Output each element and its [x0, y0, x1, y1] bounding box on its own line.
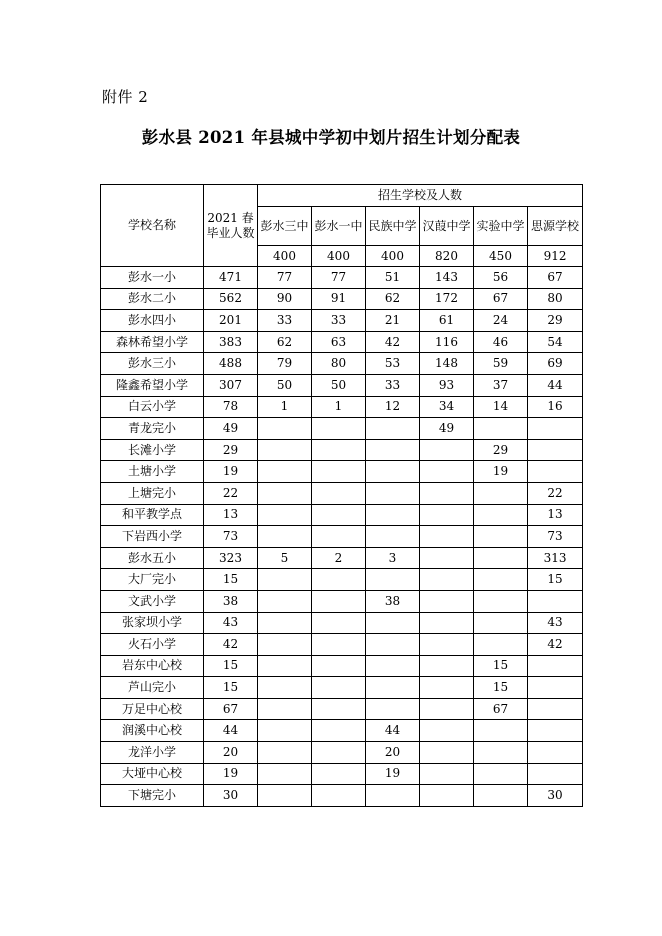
cell-school-name: 彭水二小 [101, 288, 204, 310]
cell-allocation [312, 655, 366, 677]
cell-allocation: 50 [258, 374, 312, 396]
cell-allocation: 5 [258, 547, 312, 569]
cell-allocation [312, 763, 366, 785]
cell-allocation: 34 [420, 396, 474, 418]
cell-allocation: 73 [528, 526, 583, 548]
cell-allocation [312, 504, 366, 526]
cell-allocation: 1 [312, 396, 366, 418]
cell-allocation [312, 698, 366, 720]
cell-allocation: 313 [528, 547, 583, 569]
cell-allocation [258, 698, 312, 720]
cell-allocation [420, 461, 474, 483]
cell-allocation [312, 569, 366, 591]
cell-allocation [312, 461, 366, 483]
cell-allocation [312, 439, 366, 461]
cell-graduates: 15 [204, 677, 258, 699]
table-row [101, 526, 583, 548]
cell-allocation [420, 482, 474, 504]
cell-allocation [420, 677, 474, 699]
cell-school-name: 彭水五小 [101, 547, 204, 569]
cell-school-name: 彭水四小 [101, 310, 204, 332]
header-capacity-5: 450 [474, 246, 528, 267]
cell-school-name: 青龙完小 [101, 418, 204, 440]
cell-allocation [366, 698, 420, 720]
cell-allocation: 44 [366, 720, 420, 742]
cell-graduates: 13 [204, 504, 258, 526]
cell-allocation: 63 [312, 331, 366, 353]
cell-school-name: 长滩小学 [101, 439, 204, 461]
cell-allocation [420, 785, 474, 807]
table-row [101, 655, 583, 677]
cell-allocation: 59 [474, 353, 528, 375]
cell-allocation [258, 634, 312, 656]
cell-graduates: 488 [204, 353, 258, 375]
cell-allocation [420, 547, 474, 569]
cell-allocation: 30 [528, 785, 583, 807]
table-row [101, 698, 583, 720]
cell-allocation [474, 590, 528, 612]
cell-allocation [258, 461, 312, 483]
cell-allocation [366, 655, 420, 677]
cell-school-name: 大垭中心校 [101, 763, 204, 785]
cell-school-name: 和平教学点 [101, 504, 204, 526]
cell-allocation [366, 526, 420, 548]
cell-graduates: 19 [204, 461, 258, 483]
cell-allocation [366, 569, 420, 591]
cell-allocation: 46 [474, 331, 528, 353]
cell-graduates: 43 [204, 612, 258, 634]
header-school-1: 彭水三中 [258, 207, 312, 246]
cell-school-name: 润溪中心校 [101, 720, 204, 742]
cell-allocation [258, 569, 312, 591]
cell-allocation: 80 [312, 353, 366, 375]
cell-allocation [258, 418, 312, 440]
cell-allocation [312, 526, 366, 548]
header-capacity-6: 912 [528, 246, 583, 267]
cell-allocation [258, 677, 312, 699]
cell-school-name: 大厂完小 [101, 569, 204, 591]
cell-graduates: 307 [204, 374, 258, 396]
cell-school-name: 彭水三小 [101, 353, 204, 375]
cell-allocation: 33 [366, 374, 420, 396]
cell-allocation [366, 612, 420, 634]
cell-allocation: 29 [474, 439, 528, 461]
cell-allocation: 77 [312, 267, 366, 289]
cell-graduates: 30 [204, 785, 258, 807]
header-school-2: 彭水一中 [312, 207, 366, 246]
cell-allocation [312, 418, 366, 440]
cell-allocation [312, 482, 366, 504]
cell-allocation [258, 763, 312, 785]
cell-allocation: 42 [366, 331, 420, 353]
header-school-name: 学校名称 [101, 185, 204, 267]
cell-allocation: 24 [474, 310, 528, 332]
table-row [101, 374, 583, 396]
table-row [101, 742, 583, 764]
cell-graduates: 471 [204, 267, 258, 289]
cell-allocation: 1 [258, 396, 312, 418]
cell-allocation: 49 [420, 418, 474, 440]
cell-allocation: 148 [420, 353, 474, 375]
table-row [101, 353, 583, 375]
cell-allocation [366, 482, 420, 504]
cell-allocation [474, 526, 528, 548]
cell-allocation: 67 [528, 267, 583, 289]
cell-allocation: 116 [420, 331, 474, 353]
cell-graduates: 73 [204, 526, 258, 548]
cell-allocation [258, 504, 312, 526]
cell-allocation [258, 742, 312, 764]
cell-allocation [528, 590, 583, 612]
table-row [101, 331, 583, 353]
cell-allocation [474, 785, 528, 807]
cell-allocation [528, 720, 583, 742]
cell-allocation: 61 [420, 310, 474, 332]
cell-school-name: 芦山完小 [101, 677, 204, 699]
cell-allocation: 33 [312, 310, 366, 332]
cell-allocation [528, 461, 583, 483]
table-row [101, 569, 583, 591]
cell-allocation: 3 [366, 547, 420, 569]
cell-allocation [258, 720, 312, 742]
cell-school-name: 土塘小学 [101, 461, 204, 483]
cell-allocation: 172 [420, 288, 474, 310]
cell-allocation [312, 590, 366, 612]
cell-allocation: 69 [528, 353, 583, 375]
cell-allocation [420, 590, 474, 612]
cell-allocation [528, 418, 583, 440]
cell-allocation: 38 [366, 590, 420, 612]
cell-school-name: 上塘完小 [101, 482, 204, 504]
cell-allocation [258, 526, 312, 548]
cell-allocation: 37 [474, 374, 528, 396]
cell-allocation [420, 612, 474, 634]
table-row [101, 267, 583, 289]
cell-graduates: 201 [204, 310, 258, 332]
cell-allocation: 91 [312, 288, 366, 310]
cell-school-name: 万足中心校 [101, 698, 204, 720]
header-school-5: 实验中学 [474, 207, 528, 246]
cell-graduates: 78 [204, 396, 258, 418]
table-row [101, 677, 583, 699]
cell-allocation [528, 655, 583, 677]
cell-school-name: 张家坝小学 [101, 612, 204, 634]
cell-graduates: 49 [204, 418, 258, 440]
cell-allocation [420, 720, 474, 742]
cell-allocation [258, 655, 312, 677]
cell-school-name: 隆鑫希望小学 [101, 374, 204, 396]
cell-allocation [366, 461, 420, 483]
cell-allocation [366, 785, 420, 807]
cell-allocation: 29 [528, 310, 583, 332]
header-capacity-1: 400 [258, 246, 312, 267]
cell-graduates: 38 [204, 590, 258, 612]
cell-allocation: 50 [312, 374, 366, 396]
cell-allocation [258, 612, 312, 634]
cell-allocation [420, 569, 474, 591]
cell-allocation [312, 720, 366, 742]
cell-allocation: 21 [366, 310, 420, 332]
cell-allocation: 15 [474, 655, 528, 677]
table-row [101, 504, 583, 526]
enrollment-table [100, 184, 583, 807]
cell-school-name: 龙洋小学 [101, 742, 204, 764]
table-row [101, 763, 583, 785]
cell-allocation [258, 590, 312, 612]
header-admitting-schools: 招生学校及人数 [258, 185, 583, 207]
cell-school-name: 彭水一小 [101, 267, 204, 289]
cell-allocation [474, 742, 528, 764]
cell-allocation [366, 418, 420, 440]
cell-graduates: 19 [204, 763, 258, 785]
cell-allocation: 2 [312, 547, 366, 569]
cell-allocation: 20 [366, 742, 420, 764]
cell-graduates: 20 [204, 742, 258, 764]
header-capacity-3: 400 [366, 246, 420, 267]
cell-graduates: 42 [204, 634, 258, 656]
cell-allocation: 42 [528, 634, 583, 656]
header-school-3: 民族中学 [366, 207, 420, 246]
cell-allocation [312, 742, 366, 764]
cell-allocation: 56 [474, 267, 528, 289]
cell-allocation: 67 [474, 288, 528, 310]
cell-school-name: 火石小学 [101, 634, 204, 656]
cell-allocation [474, 612, 528, 634]
cell-graduates: 67 [204, 698, 258, 720]
cell-graduates: 29 [204, 439, 258, 461]
cell-allocation: 43 [528, 612, 583, 634]
table-row [101, 288, 583, 310]
cell-allocation: 77 [258, 267, 312, 289]
cell-allocation [528, 677, 583, 699]
cell-allocation [366, 439, 420, 461]
cell-allocation: 62 [366, 288, 420, 310]
cell-allocation: 67 [474, 698, 528, 720]
cell-allocation: 62 [258, 331, 312, 353]
cell-graduates: 562 [204, 288, 258, 310]
header-graduates: 2021 春毕业人数 [204, 185, 258, 267]
cell-allocation: 12 [366, 396, 420, 418]
table-row [101, 590, 583, 612]
cell-allocation [420, 698, 474, 720]
cell-allocation: 13 [528, 504, 583, 526]
cell-allocation: 90 [258, 288, 312, 310]
table-row [101, 612, 583, 634]
table-row [101, 720, 583, 742]
cell-allocation: 143 [420, 267, 474, 289]
cell-graduates: 383 [204, 331, 258, 353]
cell-allocation: 93 [420, 374, 474, 396]
header-school-6: 思源学校 [528, 207, 583, 246]
cell-allocation [474, 418, 528, 440]
table-row [101, 310, 583, 332]
cell-allocation [474, 547, 528, 569]
cell-allocation [258, 785, 312, 807]
table-row [101, 418, 583, 440]
header-capacity-2: 400 [312, 246, 366, 267]
cell-allocation [420, 439, 474, 461]
cell-allocation: 53 [366, 353, 420, 375]
cell-allocation: 22 [528, 482, 583, 504]
header-school-4: 汉葭中学 [420, 207, 474, 246]
cell-allocation: 15 [528, 569, 583, 591]
cell-allocation [366, 677, 420, 699]
cell-allocation [528, 742, 583, 764]
cell-school-name: 下塘完小 [101, 785, 204, 807]
cell-graduates: 15 [204, 569, 258, 591]
cell-allocation [474, 504, 528, 526]
cell-allocation [474, 720, 528, 742]
cell-allocation [420, 742, 474, 764]
annex-label: 附件 2 [102, 88, 149, 106]
cell-allocation: 14 [474, 396, 528, 418]
table-row [101, 439, 583, 461]
cell-allocation [312, 677, 366, 699]
table-row [101, 396, 583, 418]
cell-allocation: 44 [528, 374, 583, 396]
cell-allocation: 19 [366, 763, 420, 785]
cell-allocation [312, 612, 366, 634]
cell-allocation: 51 [366, 267, 420, 289]
table-row [101, 461, 583, 483]
cell-allocation [420, 504, 474, 526]
cell-allocation [420, 763, 474, 785]
table-row [101, 547, 583, 569]
cell-school-name: 下岩西小学 [101, 526, 204, 548]
cell-school-name: 森林希望小学 [101, 331, 204, 353]
cell-allocation: 79 [258, 353, 312, 375]
document-title: 彭水县 2021 年县城中学初中划片招生计划分配表 [141, 128, 521, 147]
cell-allocation [420, 634, 474, 656]
table-row [101, 634, 583, 656]
cell-allocation [258, 482, 312, 504]
cell-school-name: 白云小学 [101, 396, 204, 418]
cell-allocation [420, 655, 474, 677]
cell-school-name: 文武小学 [101, 590, 204, 612]
cell-allocation [474, 634, 528, 656]
header-capacity-4: 820 [420, 246, 474, 267]
cell-graduates: 323 [204, 547, 258, 569]
cell-graduates: 44 [204, 720, 258, 742]
cell-allocation [474, 569, 528, 591]
cell-allocation: 80 [528, 288, 583, 310]
cell-allocation [528, 439, 583, 461]
cell-allocation [474, 482, 528, 504]
cell-allocation: 16 [528, 396, 583, 418]
cell-graduates: 22 [204, 482, 258, 504]
cell-allocation [528, 698, 583, 720]
cell-allocation [312, 785, 366, 807]
cell-allocation [420, 526, 474, 548]
cell-allocation: 54 [528, 331, 583, 353]
cell-allocation [312, 634, 366, 656]
table-row [101, 482, 583, 504]
cell-allocation: 19 [474, 461, 528, 483]
cell-allocation [528, 763, 583, 785]
cell-allocation [366, 634, 420, 656]
cell-graduates: 15 [204, 655, 258, 677]
cell-allocation [474, 763, 528, 785]
table-row [101, 785, 583, 807]
cell-allocation [366, 504, 420, 526]
cell-allocation: 33 [258, 310, 312, 332]
cell-allocation: 15 [474, 677, 528, 699]
cell-allocation [258, 439, 312, 461]
cell-school-name: 岩东中心校 [101, 655, 204, 677]
